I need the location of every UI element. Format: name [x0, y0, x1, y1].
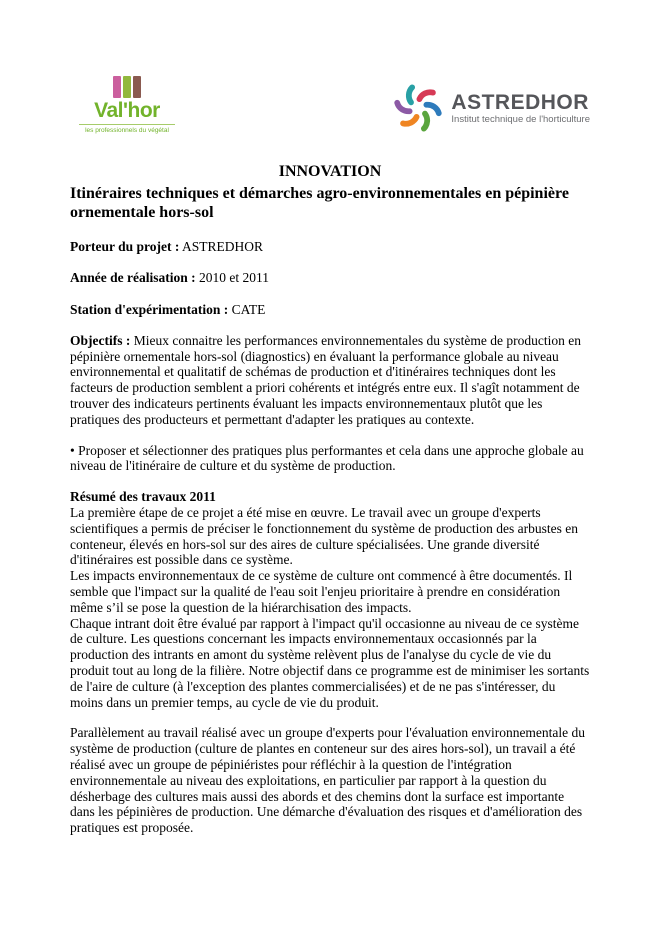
astredhor-flower-icon: [390, 80, 446, 136]
valhor-bar-pink: [113, 76, 121, 98]
objectifs-label: Objectifs :: [70, 332, 131, 348]
document-body: [70, 162, 590, 836]
astredhor-tagline: Institut technique de l'horticulture: [451, 113, 590, 125]
resume-section: [70, 489, 590, 710]
document-kicker: INNOVATION: [278, 163, 382, 180]
meta-porteur: [70, 239, 590, 255]
valhor-divider: [79, 124, 175, 125]
meta-porteur-value: ASTREDHOR: [179, 239, 263, 254]
astredhor-text-block: [451, 92, 590, 125]
meta-block: [70, 239, 590, 317]
valhor-bars-icon: [113, 76, 141, 98]
astredhor-logo: [390, 80, 590, 136]
bullet-paragraph: • Proposer et sélectionner des pratiques plus performantes et cela dans une approche globale au niveau de l'itinéraire de culture et du système de production.: [70, 442, 584, 474]
objectifs-text: Mieux connaitre les performances environnementales du système de production en pépinière ornementale hors-sol (diagnostics) en évaluant la performance globale au niveau environnemental et qualitatif de schémas de production et d'itinéraires techniques dont les facteurs de production semblent a priori cohérents et intégrés entre eux. Il s'agît notamment de trouver des indicateurs pertinents évaluant les impacts environnementaux plutôt que les pratiques des producteurs et permettant d'adapter les pratiques au contexte.: [70, 332, 581, 427]
logo-row: [70, 76, 590, 138]
meta-annee: [70, 270, 590, 286]
meta-station-value: CATE: [228, 301, 266, 317]
valhor-bar-green: [123, 76, 131, 98]
valhor-logo: [78, 76, 176, 134]
document-title: Itinéraires techniques et démarches agro-environnementales en pépinière ornementale hors-sol: [70, 185, 569, 221]
resume-paragraph-3: Chaque intrant doit être évalué par rapport à l'impact qu'il occasionne au niveau de ce système de culture. Les questions concernant les impacts environnementaux occasionnés par la production des intrants en amont du système relèvent plus de l'analyse du cycle de vie du produit tout au long de la filière. Notre objectif dans ce programme est de minimiser les sortants de l'aire de culture (à l'exception des plantes commercialisées) et de ne pas s'intéresser, du moins dans un premier temps, au cycle de vie du produit.: [70, 615, 590, 710]
valhor-wordmark: Val'hor: [94, 99, 160, 122]
meta-annee-label: Année de réalisation :: [70, 270, 196, 286]
valhor-bar-brown: [133, 76, 141, 98]
objectifs-paragraph: [70, 333, 590, 428]
resume-paragraph-2: Les impacts environnementaux de ce système de culture ont commencé à être documentés. Il semble que l'impact sur la qualité de l'eau soit l'enjeu prioritaire à prendre en considération même s’il se pose la question de la hiérarchisation des impacts.: [70, 568, 573, 615]
final-paragraph: Parallèlement au travail réalisé avec un groupe d'experts pour l'évaluation environnementale du système de production (culture de plantes en conteneur sur des aires hors-sol), un travail a été réalisé avec un groupe de pépiniéristes pour réfléchir à la question de l'intégration environnementale au niveau des exploitations, en particulier par rapport à la question du désherbage des cultures mais aussi des abords et des chemins dont la surface est importante dans les pépinières de production. Une démarche d'évaluation des risques et d'amélioration des pratiques est proposée.: [70, 725, 586, 836]
meta-station-label: Station d'expérimentation :: [70, 301, 229, 317]
meta-station: [70, 302, 590, 318]
meta-annee-value: 2010 et 2011: [195, 270, 269, 286]
meta-porteur-label: Porteur du projet :: [70, 239, 180, 254]
astredhor-wordmark: ASTREDHOR: [451, 90, 589, 114]
valhor-tagline: les professionnels du végétal: [85, 127, 169, 134]
resume-paragraph-1: La première étape de ce projet a été mise en œuvre. Le travail avec un groupe d'experts scientifiques a permis de préciser le fonctionnement du système de production des arbustes en conteneur, élevés en hors-sol sur des aires de culture spécialisées. Une grande diversité d'itinéraires est possible dans ce système.: [70, 505, 578, 568]
resume-heading: Résumé des travaux 2011: [70, 489, 216, 505]
